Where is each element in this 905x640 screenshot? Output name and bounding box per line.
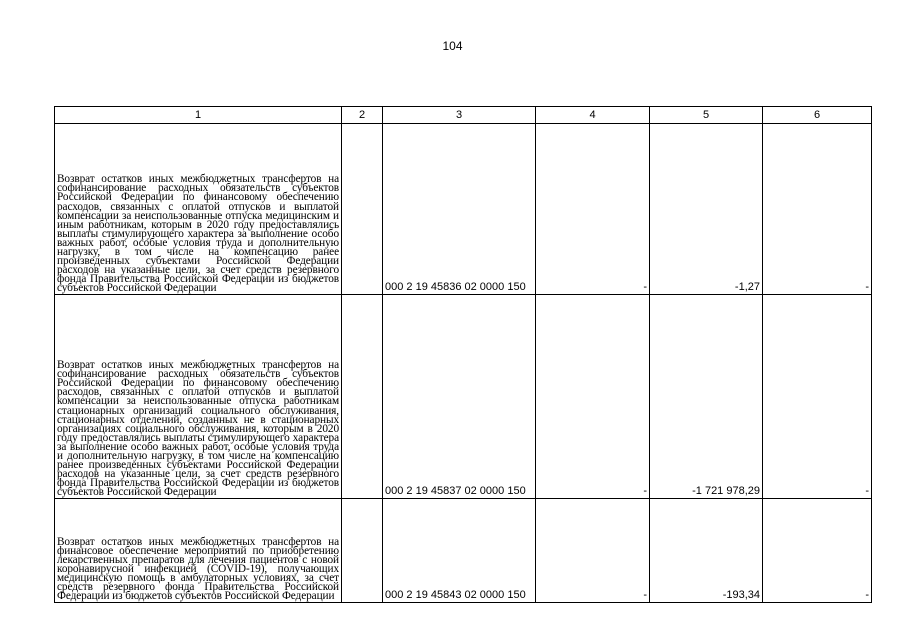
column-header-2: 2	[342, 107, 383, 124]
column-header-6: 6	[763, 107, 872, 124]
row-col4-value: -	[536, 124, 650, 295]
row-col2	[342, 499, 383, 603]
column-header-1: 1	[55, 107, 342, 124]
row-col5-value: -193,34	[650, 499, 763, 603]
row-description: Возврат остатков иных межбюджетных трансфертов на финансовое обеспечение мероприятий по приобретению лекарственных препаратов для лечения пациентов с новой коронавирусной инфекцией (COVID-19), получающих медицинскую помощь в амбулаторных условиях, за счет средств резервного фонда Правительства Российской Федерации из бюджетов субъектов Российской Федерации	[55, 499, 342, 603]
row-col5-value: -1 721 978,29	[650, 295, 763, 499]
column-header-5: 5	[650, 107, 763, 124]
row-col4-value: -	[536, 499, 650, 603]
row-col4-value: -	[536, 295, 650, 499]
row-col6-value: -	[763, 499, 872, 603]
row-col6-value: -	[763, 124, 872, 295]
row-description: Возврат остатков иных межбюджетных трансфертов на софинансирование расходных обязательств субъектов Российской Федерации по финансовому обеспечению расходов, связанных с оплатой отпусков и выплатой компенсации за неиспользованные отпуска медицинским и иным работникам, которым в 2020 году предоставлялись выплаты стимулирующего характера за выполнение особо важных работ, особые условия труда и дополнительную нагрузку, в том числе на компенсацию ранее произведенных субъектами Российской Федерации расходов на указанные цели, за счет средств резервного фонда Правительства Российской Федерации из бюджетов субъектов Российской Федерации	[55, 124, 342, 295]
table-row	[55, 499, 872, 603]
column-header-3: 3	[383, 107, 536, 124]
row-col5-value: -1,27	[650, 124, 763, 295]
row-description: Возврат остатков иных межбюджетных трансфертов на софинансирование расходных обязательств субъектов Российской Федерации по финансовому обеспечению расходов, связанных с оплатой отпусков и выплатой компенсации за неиспользованные отпуска работникам стационарных организаций социального обслуживания, стационарных отделений, созданных не в стационарных организациях социального обслуживания, которым в 2020 году предоставлялись выплаты стимулирующего характера за выполнение особо важных работ, особые условия труда и дополнительную нагрузку, в том числе на компенсацию ранее произведенных субъектами Российской Федерации расходов на указанные цели, за счет средств резервного фонда Правительства Российской Федерации из бюджетов субъектов Российской Федерации	[55, 295, 342, 499]
row-budget-code: 000 2 19 45837 02 0000 150	[383, 295, 536, 499]
budget-table	[54, 106, 872, 603]
table-header-row	[55, 107, 872, 124]
column-header-4: 4	[536, 107, 650, 124]
row-col2	[342, 295, 383, 499]
table-row	[55, 295, 872, 499]
row-col6-value: -	[763, 295, 872, 499]
row-budget-code: 000 2 19 45843 02 0000 150	[383, 499, 536, 603]
row-budget-code: 000 2 19 45836 02 0000 150	[383, 124, 536, 295]
row-col2	[342, 124, 383, 295]
page-number: 104	[442, 39, 463, 53]
table-row	[55, 124, 872, 295]
